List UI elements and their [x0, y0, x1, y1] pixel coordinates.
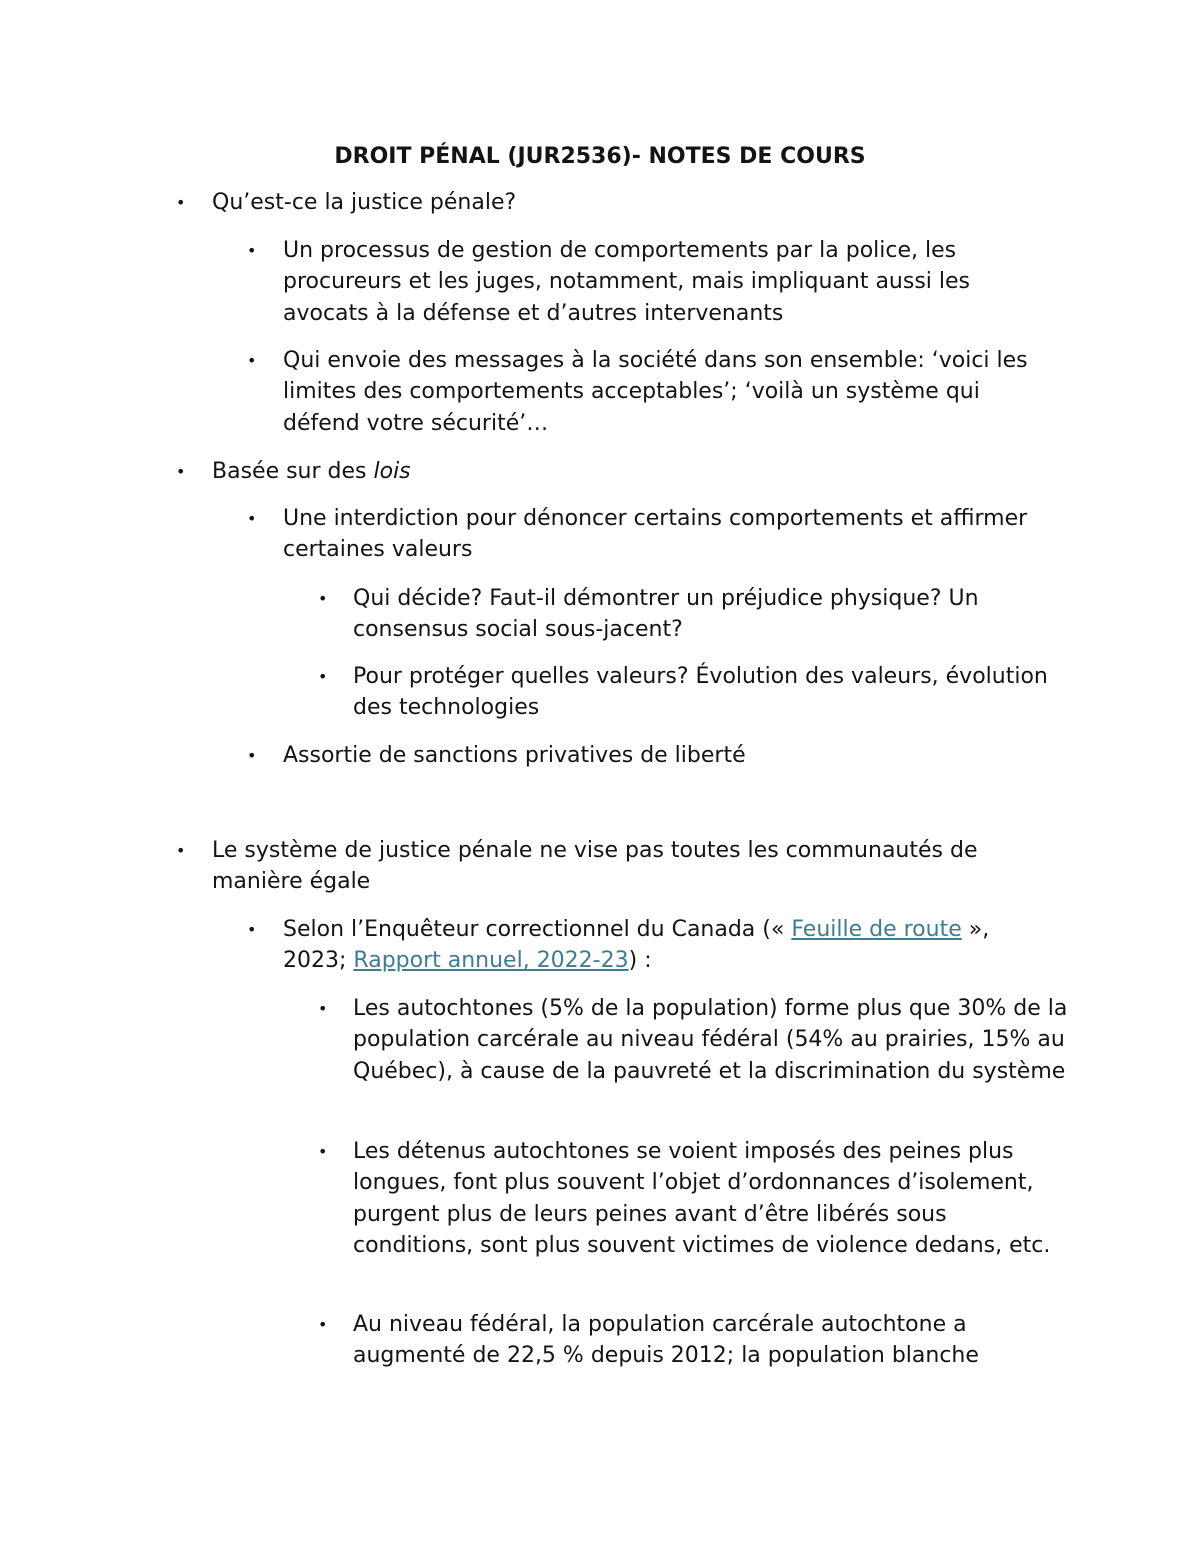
list-item-text: Le système de justice pénale ne vise pas toutes les communautés de manière égale [212, 838, 978, 895]
list-item-text: Selon l’Enquêteur correctionnel du Canada (« [283, 917, 792, 942]
list-item-lois [176, 456, 1052, 487]
list-item-text: Les autochtones (5% de la population) forme plus que 30% de la population carcérale au niveau fédéral (54% au prairies, 15% au Québec), à cause de la pauvreté et la discrimination du système [353, 996, 1068, 1084]
list-item-text: Une interdiction pour dénoncer certains comportements et affirmer certaines valeurs [283, 506, 1028, 563]
bullet-icon: • [176, 193, 186, 212]
list-item-text: Les détenus autochtones se voient imposés des peines plus longues, font plus souvent l’objet d’ordonnances d’isolement, purgent plus de leurs peines avant d’être libérés sous conditions, sont plus souvent victimes de violence dedans, etc. [353, 1139, 1051, 1259]
rapport-annuel-link[interactable]: Rapport annuel, 2022-23 [353, 948, 629, 974]
bullet-icon: • [247, 241, 257, 260]
list-item-autochtones-population [318, 993, 1073, 1087]
bullet-icon: • [318, 1315, 328, 1334]
bullet-icon: • [318, 667, 328, 686]
list-item-niveau-federal [318, 1309, 1073, 1372]
bullet-icon: • [318, 999, 328, 1018]
list-item-justice-penale [176, 187, 1052, 218]
list-item-italic-text: lois [373, 459, 411, 484]
list-item-processus [247, 235, 1053, 329]
list-item-text: Assortie de sanctions privatives de liberté [283, 743, 746, 768]
list-item-text: Qui envoie des messages à la société dans son ensemble: ‘voici les limites des comportements acceptables’; ‘voilà un système qui défend votre sécurité’… [283, 348, 1028, 436]
bullet-icon: • [318, 1142, 328, 1161]
bullet-icon: • [318, 589, 328, 608]
list-item-interdiction [247, 503, 1053, 566]
list-item-text: Basée sur des [212, 459, 374, 484]
bullet-icon: • [247, 746, 257, 765]
bullet-icon: • [176, 462, 186, 481]
bullet-icon: • [176, 841, 186, 860]
bullet-icon: • [247, 920, 257, 939]
list-item-sanctions [247, 740, 1053, 771]
list-item-text: ) : [628, 948, 652, 974]
list-item-systeme-justice [176, 835, 1052, 898]
list-item-proteger-valeurs [318, 661, 1073, 724]
list-item-messages [247, 345, 1053, 439]
list-item-text: Au niveau fédéral, la population carcérale autochtone a augmenté de 22,5 % depuis 2012; la population blanche [353, 1312, 979, 1369]
list-item-qui-decide [318, 583, 1073, 646]
list-item-text: Qu’est-ce la justice pénale? [212, 190, 517, 215]
bullet-icon: • [247, 351, 257, 370]
feuille-de-route-link[interactable]: Feuille de route [791, 917, 962, 942]
page-title: DROIT PÉNAL (JUR2536)- NOTES DE COURS [334, 144, 866, 169]
list-item-detenus-autochtones [318, 1136, 1073, 1262]
list-item-enqueteur [247, 914, 1053, 977]
list-item-text: », 2023; [283, 917, 990, 974]
list-item-text: Pour protéger quelles valeurs? Évolution des valeurs, évolution des technologies [353, 664, 1048, 721]
bullet-icon: • [247, 509, 257, 528]
list-item-text: Un processus de gestion de comportements par la police, les procureurs et les juges, notamment, mais impliquant aussi les avocats à la défense et d’autres intervenants [283, 238, 971, 326]
list-item-text: Qui décide? Faut-il démontrer un préjudice physique? Un consensus social sous-jacent? [353, 586, 979, 643]
